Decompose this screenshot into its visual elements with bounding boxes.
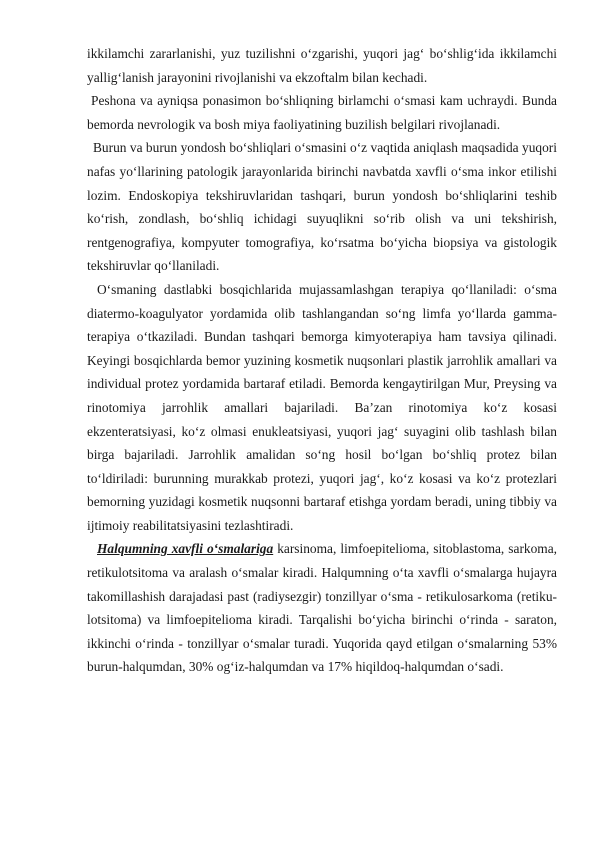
paragraph-4: O‘smaning dastlabki bosqichlarida mujassamlashgan terapiya qo‘llaniladi: o‘sma diatermo-koagulyator yordamida olib tashlangandan so‘ng limfa yo‘llarda gamma-terapiya o‘tkaziladi. Bundan tashqari bemorga kimyoterapiya ham tavsiya qilinadi. Keyingi bosqichlarda bemor yuzining kosmetik nuqsonlari plastik jarrohlik amallari va individual protez yordamida bartaraf etiladi. Bemorda kengaytirilgan Mur, Preysing va rinotomiya jarrohlik amallari bajariladi. Ba’zan rinotomiya ko‘z kosasi ekzenteratsiyasi, ko‘z olmasi enukleatsiyasi, yuqori jag‘ suyagini olib tashlash bilan birga bajariladi. Jarrohlik amalidan so‘ng hosil bo‘lgan bo‘shliq protez bilan to‘ldiriladi: burunning murakkab protezi, yuqori jag‘, ko‘z kosasi va ko‘z protezlari bemorning yuzidagi kosmetik nuqsonni bartaraf etishga yordam beradi, uning tibbiy va ijtimoiy reabilitatsiyasini tezlashtiradi. xyxy=(87,281,557,533)
section-term: Halqumning xavfli o‘smalariga xyxy=(97,541,274,557)
document-page xyxy=(87,42,557,679)
paragraph-5 xyxy=(87,537,557,679)
paragraph-1: ikkilamchi zararlanishi, yuz tuzilishni o‘zgarishi, yuqori jag‘ bo‘shlig‘ida ikkilamchi yallig‘lanish jarayonini rivojlanishi va ekzoftalm bilan kechadi. xyxy=(87,46,557,85)
paragraph-3: Burun va burun yondosh bo‘shliqlari o‘smasini o‘z vaqtida aniqlash maqsadida yuqori nafas yo‘llarining patologik jarayonlarida birinchi navbatda xavfli o‘sma inkor etilishi lozim. Endoskopiya tekshiruvlaridan tashqari, burun yondosh bo‘shliqlarini teshib ko‘rish, zondlash, bo‘shliq ichidagi suyuqlikni so‘rib olish va uni tekshirish, rentgenografiya, kompyuter tomografiya, ko‘rsatma bo‘yicha biopsiya va gistologik tekshiruvlar qo‘llaniladi. xyxy=(87,140,557,274)
paragraph-5-text: karsinoma, limfoepitelioma, sitoblastoma, sarkoma, retikulotsitoma va aralash o‘smalar kiradi. Halqumning o‘ta xavfli o‘smalarga hujayra takomillashish darajadasi past (radiysezgir) tonzillyar o‘sma - retikulosarkoma (retiku-lotsitoma) va limfoepitelioma kiradi. Tarqalishi bo‘yicha birinchi o‘rinda - saraton, ikkinchi o‘rinda - tonzillyar o‘smalar turadi. Yuqorida qayd etilgan o‘smalarning 53% burun-halqumdan, 30% og‘iz-halqumdan va 17% hiqildoq-halqumdan o‘sadi. xyxy=(87,541,557,675)
paragraph-2: Peshona va ayniqsa ponasimon bo‘shliqning birlamchi o‘smasi kam uchraydi. Bunda bemorda nevrologik va bosh miya faoliyatining buzilish belgilari rivojlanadi. xyxy=(87,93,557,132)
